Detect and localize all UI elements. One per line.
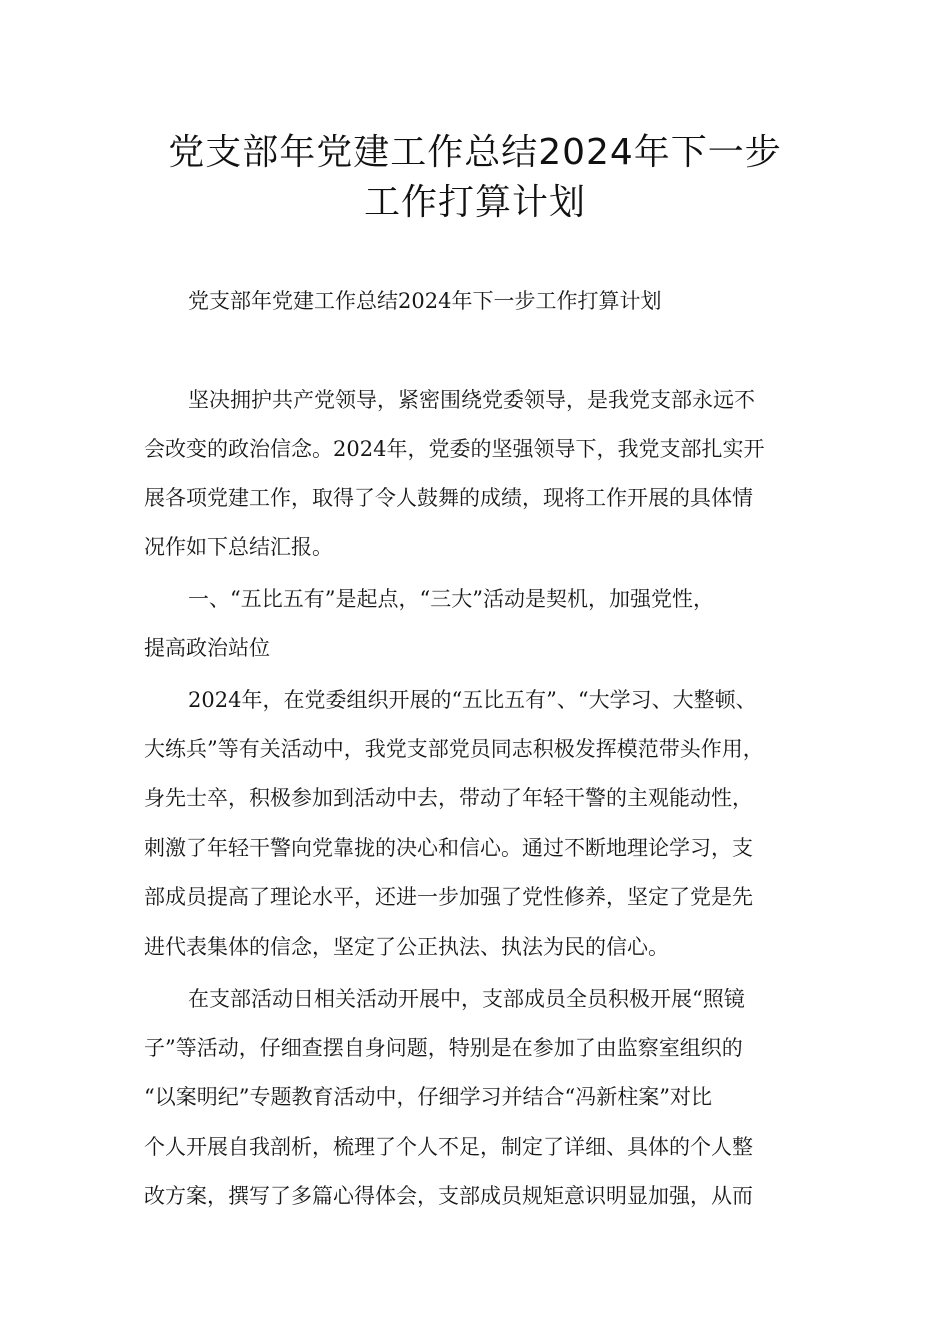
paragraph-line: 况作如下总结汇报。 [144, 535, 333, 559]
paragraph-line: 进代表集体的信念，坚定了公正执法、执法为民的信心。 [144, 935, 669, 959]
paragraph-line: 大练兵”等有关活动中，我党支部党员同志积极发挥模范带头作用， [144, 737, 764, 761]
document-title [0, 128, 950, 228]
paragraph-line: 2024年，在党委组织开展的“五比五有”、“大学习、大整顿、 [188, 688, 757, 712]
paragraph-line: 会改变的政治信念。2024年，党委的坚强领导下，我党支部扎实开 [144, 437, 765, 461]
paragraph-line: 坚决拥护共产党领导，紧密围绕党委领导，是我党支部永远不 [188, 388, 755, 412]
paragraph-line: 刺激了年轻干警向党靠拢的决心和信心。通过不断地理论学习，支 [144, 836, 753, 860]
paragraph-line: 在支部活动日相关活动开展中，支部成员全员积极开展“照镜 [188, 987, 745, 1011]
paragraph-line: 部成员提高了理论水平，还进一步加强了党性修养，坚定了党是先 [144, 885, 753, 909]
title-line-1: 党支部年党建工作总结2024年下一步 [168, 132, 782, 173]
document-subtitle: 党支部年党建工作总结2024年下一步工作打算计划 [188, 289, 662, 313]
paragraph-line: 个人开展自我剖析，梳理了个人不足，制定了详细、具体的个人整 [144, 1135, 753, 1159]
title-line-2: 工作打算计划 [363, 182, 586, 223]
paragraph-line: “以案明纪”专题教育活动中，仔细学习并结合“冯新柱案”对比 [144, 1085, 712, 1109]
paragraph-line: 子”等活动，仔细查摆自身问题，特别是在参加了由监察室组织的 [144, 1036, 743, 1060]
section-heading-line: 提高政治站位 [144, 636, 270, 660]
paragraph-line: 身先士卒，积极参加到活动中去，带动了年轻干警的主观能动性， [144, 786, 753, 810]
paragraph-line: 展各项党建工作，取得了令人鼓舞的成绩，现将工作开展的具体情 [144, 486, 753, 510]
section-heading-line: 一、“五比五有”是起点，“三大”活动是契机，加强党性， [188, 587, 714, 611]
paragraph-line: 改方案，撰写了多篇心得体会，支部成员规矩意识明显加强，从而 [144, 1184, 753, 1208]
